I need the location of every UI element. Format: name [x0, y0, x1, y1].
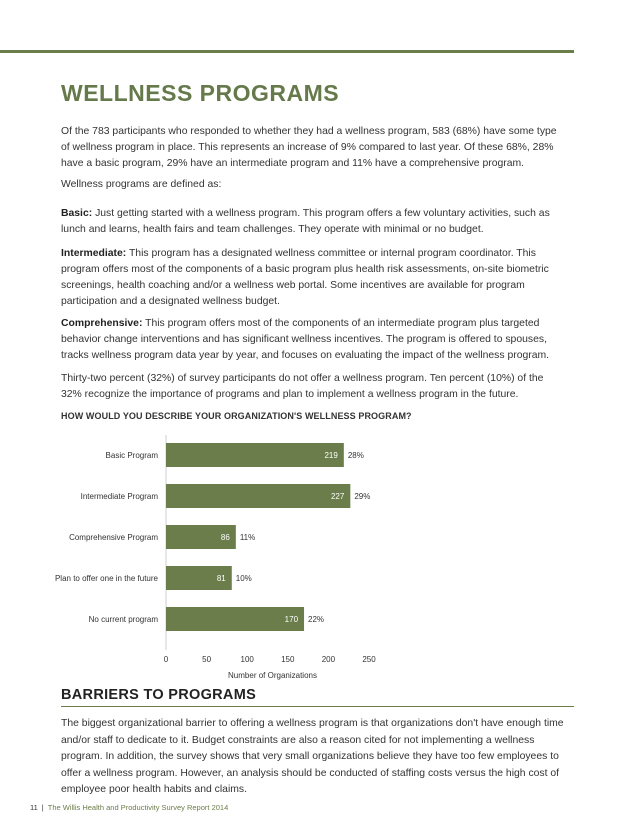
basic-text: Just getting started with a wellness program. This program offers a few voluntary activities, such as lunch and learns, health fairs and team challenges. They operate with minimal or no budget. [61, 208, 550, 235]
value-label-basic-program: 219 [324, 451, 338, 460]
percent-label-plan-to-offer-one-in-the-future: 10% [235, 574, 252, 583]
comprehensive-definition [61, 316, 566, 364]
barriers-divider [61, 706, 574, 707]
chart-title: HOW WOULD YOU DESCRIBE YOUR ORGANIZATION'S WELLNESS PROGRAM? [61, 411, 412, 421]
value-label-intermediate-program: 227 [330, 492, 345, 501]
category-label-comprehensive-program: Comprehensive Program [69, 533, 158, 542]
bar-intermediate-program [166, 484, 350, 508]
x-tick-label-250: 250 [362, 655, 376, 664]
value-label-comprehensive-program: 86 [220, 533, 230, 542]
comprehensive-label: Comprehensive: [61, 318, 143, 329]
footer-separator: | [41, 803, 44, 812]
x-tick-label-50: 50 [202, 655, 212, 664]
x-tick-label-100: 100 [240, 655, 254, 664]
barriers-title: BARRIERS TO PROGRAMS [61, 687, 257, 703]
x-tick-label-200: 200 [321, 655, 336, 664]
bar-no-current-program [166, 607, 304, 631]
category-label-plan-to-offer-one-in-the-future: Plan to offer one in the future [54, 574, 158, 583]
basic-definition [61, 206, 566, 238]
page-title: WELLNESS PROGRAMS [61, 80, 340, 106]
page-number: 11 [30, 803, 38, 812]
intermediate-label: Intermediate: [61, 248, 127, 259]
percent-label-basic-program: 28% [347, 451, 364, 460]
definition-intro: Wellness programs are defined as: [61, 179, 222, 190]
top-divider [0, 50, 574, 53]
bar-basic-program [166, 443, 344, 467]
percent-label-intermediate-program: 29% [354, 492, 371, 501]
category-label-basic-program: Basic Program [105, 451, 158, 460]
category-label-intermediate-program: Intermediate Program [80, 492, 158, 501]
comprehensive-text: This program offers most of the components of an intermediate program plus targeted behavior change interventions and has significant wellness incentives. The program is offered to spouses, tracks wellness program data year by year, and focuses on evaluating the impact of the wellness program. [61, 318, 550, 361]
percent-label-comprehensive-program: 11% [239, 533, 256, 542]
category-label-no-current-program: No current program [88, 615, 158, 624]
intermediate-text: This program has a designated wellness committee or internal program coordinator. This program offers most of the components of a basic program plus health risk assessments, on-site biometric screenings, health coaching and/or a wellness web portal. Some incentives are available for program participation and a designated wellness budget. [61, 248, 549, 307]
page-footer [30, 803, 228, 812]
value-label-plan-to-offer-one-in-the-future: 81 [216, 574, 226, 583]
x-axis-title: Number of Organizations [228, 671, 317, 680]
barriers-paragraph: The biggest organizational barrier to offering a wellness program is that organizations don't have enough time and/or staff to dedicate to it. Budget constraints are also a reason cited for not implementing a wellness program. In addition, the survey shows that very small organizations believe they have too few employees to offer a wellness program. However, an analysis should be conducted of staffing costs versus the high cost of employee poor health habits and claims. [61, 718, 564, 795]
basic-label: Basic: [61, 208, 93, 219]
intro-paragraph: Of the 783 participants who responded to whether they had a wellness program, 583 (68%) have some type of wellness program in place. This represents an increase of 9% compared to last year. Of these 68%, 28% have a basic program, 29% have an intermediate program and 11% have a comprehensive program. [61, 126, 557, 169]
report-name: The Willis Health and Productivity Survey Report 2014 [47, 803, 229, 812]
percent-label-no-current-program: 22% [308, 615, 325, 624]
x-tick-label-0: 0 [163, 655, 169, 664]
value-label-no-current-program: 170 [284, 615, 299, 624]
intermediate-definition [61, 246, 566, 310]
x-tick-label-150: 150 [281, 655, 295, 664]
wellness-program-bar-chart [0, 430, 638, 685]
no-program-paragraph: Thirty-two percent (32%) of survey participants do not offer a wellness program. Ten percent (10%) of the 32% recognize the importance of programs and plan to implement a wellness program in the future. [61, 373, 544, 400]
